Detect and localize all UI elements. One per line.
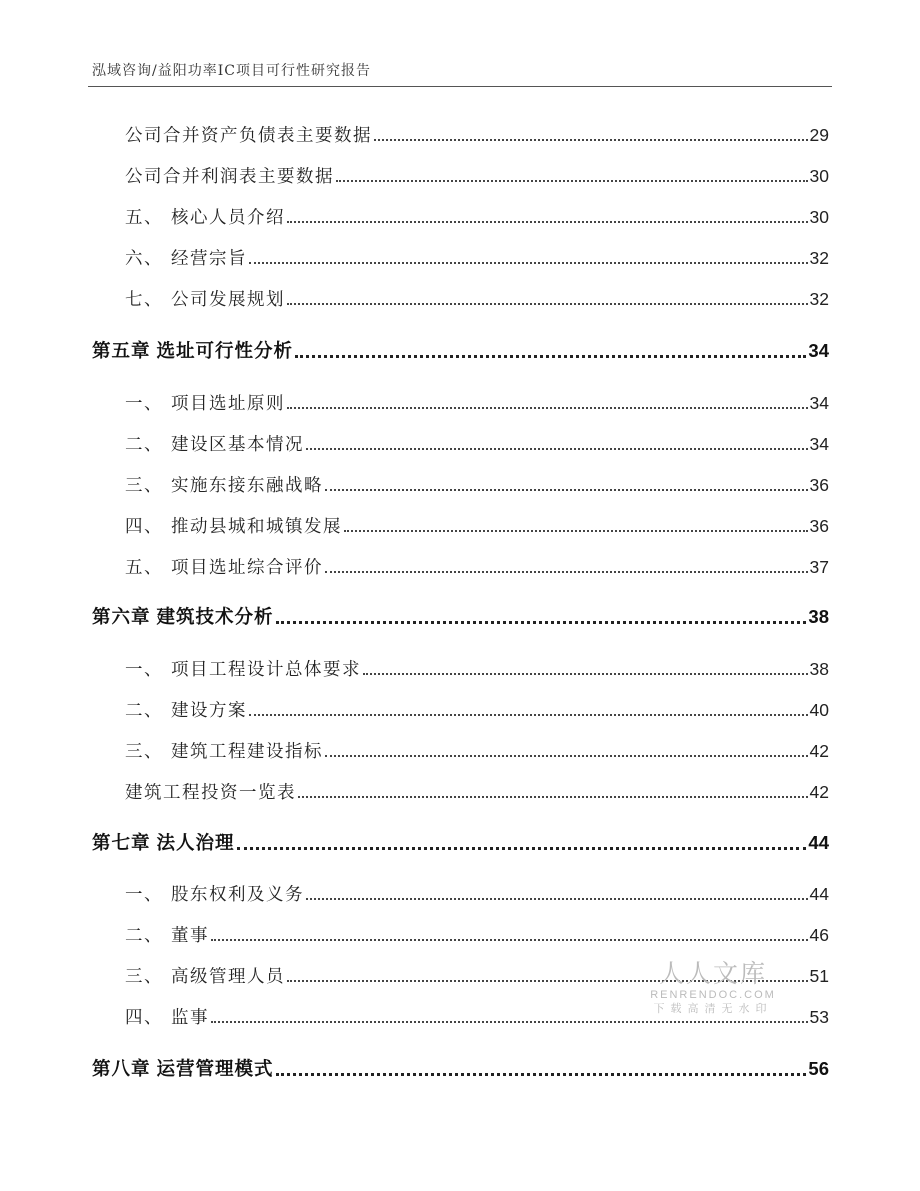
toc-leader-dots xyxy=(325,570,808,573)
toc-entry-number: 四、 xyxy=(125,517,163,537)
toc-leader-dots xyxy=(287,302,808,305)
toc-entry-text: 核心人员介绍 xyxy=(171,208,285,228)
toc-entry-text: 建设方案 xyxy=(171,701,247,721)
toc-leader-dots xyxy=(211,938,808,941)
toc-entry-text: 选址可行性分析 xyxy=(156,341,294,362)
toc-entry-title xyxy=(125,391,285,417)
toc-entry[interactable] xyxy=(125,656,829,682)
toc-entry-title xyxy=(125,698,247,724)
toc-entry[interactable] xyxy=(125,163,829,189)
toc-entry-title xyxy=(125,205,285,231)
toc-leader-dots xyxy=(298,795,808,798)
toc-entry-title xyxy=(125,514,342,540)
toc-leader-dots xyxy=(363,672,808,675)
toc-entry-number: 二、 xyxy=(125,926,163,946)
toc-entry[interactable] xyxy=(125,697,829,723)
toc-entry[interactable] xyxy=(125,204,829,230)
toc-entry-number: 二、 xyxy=(125,435,163,455)
toc-entry[interactable] xyxy=(125,286,829,312)
toc-entry-number: 五、 xyxy=(125,558,163,578)
toc-entry-title xyxy=(125,555,323,581)
toc-entry[interactable] xyxy=(125,779,829,805)
toc-entry[interactable] xyxy=(125,554,829,580)
toc-entry-text: 经营宗旨 xyxy=(171,249,247,269)
toc-entry-text: 推动县城和城镇发展 xyxy=(171,517,342,537)
toc-entry[interactable] xyxy=(125,431,829,457)
toc-entry-title xyxy=(125,882,304,908)
toc-leader-dots xyxy=(287,406,808,409)
toc-leader-dots xyxy=(295,354,806,358)
toc-entry-number: 第六章 xyxy=(92,607,151,628)
toc-page-number: 30 xyxy=(809,166,829,186)
toc-page-number: 53 xyxy=(809,1007,829,1027)
toc-entry-text: 项目选址综合评价 xyxy=(171,558,323,578)
toc-leader-dots xyxy=(276,1072,807,1076)
toc-entry-number: 二、 xyxy=(125,701,163,721)
toc-entry-text: 公司发展规划 xyxy=(171,290,285,310)
toc-entry-number: 三、 xyxy=(125,742,163,762)
toc-entry-text: 董事 xyxy=(171,926,209,946)
toc-page-number: 34 xyxy=(809,434,829,454)
toc-page-number: 34 xyxy=(808,340,829,361)
toc-page-number: 36 xyxy=(809,516,829,536)
toc-entry-number: 四、 xyxy=(125,1008,163,1028)
toc-page-number: 42 xyxy=(809,741,829,761)
toc-entry[interactable] xyxy=(125,245,829,271)
toc-entry-text: 监事 xyxy=(171,1008,209,1028)
toc-leader-dots xyxy=(344,529,808,532)
toc-leader-dots xyxy=(287,220,808,223)
toc-entry-title xyxy=(125,657,361,683)
toc-chapter-entry[interactable] xyxy=(92,830,829,856)
watermark-brand: 人人文库 xyxy=(658,959,767,988)
toc-entry-title xyxy=(125,123,372,149)
watermark-tagline: 下载高清无水印 xyxy=(653,1002,773,1015)
toc-entry-title xyxy=(125,964,285,990)
toc-chapter-entry[interactable] xyxy=(92,1056,829,1082)
toc-page-number: 32 xyxy=(809,289,829,309)
toc-entry[interactable] xyxy=(125,738,829,764)
toc-entry-number: 第八章 xyxy=(92,1059,151,1080)
toc-entry-number: 第五章 xyxy=(92,341,151,362)
toc-leader-dots xyxy=(276,620,807,624)
toc-page-number: 56 xyxy=(808,1058,829,1079)
toc-page-number: 40 xyxy=(809,700,829,720)
toc-entry-title xyxy=(125,287,285,313)
toc-entry-text: 法人治理 xyxy=(156,833,235,854)
toc-entry[interactable] xyxy=(125,472,829,498)
toc-page-number: 38 xyxy=(809,659,829,679)
toc-page-number: 37 xyxy=(809,557,829,577)
toc-leader-dots xyxy=(325,488,808,491)
toc-chapter-entry[interactable] xyxy=(92,604,829,630)
toc-entry[interactable] xyxy=(125,390,829,416)
toc-entry-number: 七、 xyxy=(125,290,163,310)
toc-page-number: 46 xyxy=(809,925,829,945)
toc-leader-dots xyxy=(336,179,808,182)
toc-leader-dots xyxy=(325,754,808,757)
toc-page-number: 51 xyxy=(809,966,829,986)
toc-entry-title xyxy=(125,923,209,949)
toc-entry-text: 实施东接东融战略 xyxy=(171,476,323,496)
toc-page-number: 32 xyxy=(809,248,829,268)
toc-entry-number: 一、 xyxy=(125,394,163,414)
toc-entry-title xyxy=(125,246,247,272)
toc-leader-dots xyxy=(249,261,808,264)
toc-entry-title xyxy=(92,1057,274,1083)
watermark xyxy=(648,960,778,1016)
toc-entry[interactable] xyxy=(125,513,829,539)
toc-entry-title xyxy=(125,1005,209,1031)
toc-leader-dots xyxy=(306,897,808,900)
toc-entry-text: 项目选址原则 xyxy=(171,394,285,414)
toc-entry-text: 建筑工程投资一览表 xyxy=(125,783,296,803)
toc-entry[interactable] xyxy=(125,881,829,907)
toc-entry-title xyxy=(125,164,334,190)
toc-entry-number: 第七章 xyxy=(92,833,151,854)
watermark-url: RENRENDOC.COM xyxy=(650,989,776,1001)
toc-entry-text: 建筑工程建设指标 xyxy=(171,742,323,762)
toc-entry-title xyxy=(125,780,296,806)
toc-entry-number: 一、 xyxy=(125,660,163,680)
toc-page-number: 44 xyxy=(809,884,829,904)
toc-entry[interactable] xyxy=(125,122,829,148)
toc-entry-text: 建筑技术分析 xyxy=(156,607,274,628)
toc-leader-dots xyxy=(306,447,808,450)
toc-entry-text: 公司合并资产负债表主要数据 xyxy=(125,126,372,146)
page-header: 泓域咨询/益阳功率IC项目可行性研究报告 xyxy=(92,63,371,79)
toc-leader-dots xyxy=(211,1020,808,1023)
toc-entry-title xyxy=(92,831,235,857)
toc-entry[interactable] xyxy=(125,922,829,948)
toc-page-number: 29 xyxy=(809,125,829,145)
toc-entry-title xyxy=(92,339,293,365)
toc-page-number: 38 xyxy=(808,606,829,627)
toc-page-number: 34 xyxy=(809,393,829,413)
toc-entry-number: 三、 xyxy=(125,967,163,987)
toc-entry-text: 股东权利及义务 xyxy=(171,885,304,905)
toc-entry-text: 高级管理人员 xyxy=(171,967,285,987)
toc-entry-title xyxy=(125,473,323,499)
toc-chapter-entry[interactable] xyxy=(92,338,829,364)
toc-entry-text: 运营管理模式 xyxy=(156,1059,274,1080)
toc-entry-title xyxy=(92,605,274,631)
toc-entry-number: 三、 xyxy=(125,476,163,496)
toc-entry-title xyxy=(125,739,323,765)
toc-entry-number: 五、 xyxy=(125,208,163,228)
toc-page-number: 42 xyxy=(809,782,829,802)
toc-leader-dots xyxy=(237,846,807,850)
toc-entry-text: 建设区基本情况 xyxy=(171,435,304,455)
toc-leader-dots xyxy=(249,713,808,716)
toc-entry-text: 公司合并利润表主要数据 xyxy=(125,167,334,187)
toc-page-number: 30 xyxy=(809,207,829,227)
toc-entry-title xyxy=(125,432,304,458)
toc-leader-dots xyxy=(374,138,808,141)
toc-entry-text: 项目工程设计总体要求 xyxy=(171,660,361,680)
toc-entry-number: 一、 xyxy=(125,885,163,905)
toc-page-number: 44 xyxy=(808,832,829,853)
toc-entry-number: 六、 xyxy=(125,249,163,269)
toc-page-number: 36 xyxy=(809,475,829,495)
